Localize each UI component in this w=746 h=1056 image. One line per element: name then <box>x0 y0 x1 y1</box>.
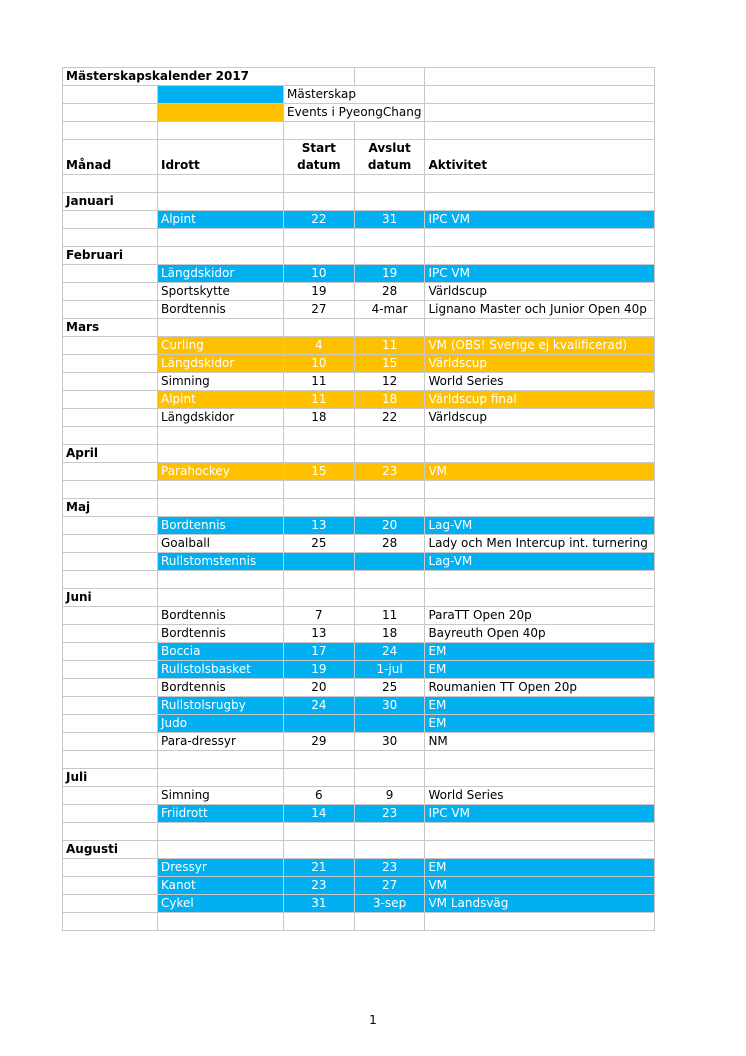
event-end-date: 15 <box>354 355 425 373</box>
empty-cell <box>63 463 158 481</box>
event-start-date: 23 <box>284 877 355 895</box>
event-start-date: 10 <box>284 265 355 283</box>
empty-cell <box>284 427 355 445</box>
event-row <box>63 391 655 409</box>
event-sport: Bordtennis <box>158 607 284 625</box>
empty-cell <box>284 499 355 517</box>
event-activity: Bayreuth Open 40p <box>425 625 655 643</box>
blank-row <box>63 175 655 193</box>
empty-cell <box>63 391 158 409</box>
empty-cell <box>158 175 284 193</box>
event-end-date: 25 <box>354 679 425 697</box>
event-activity: IPC VM <box>425 805 655 823</box>
empty-cell <box>425 427 655 445</box>
event-row <box>63 373 655 391</box>
empty-cell <box>63 211 158 229</box>
event-activity: Lignano Master och Junior Open 40p <box>425 301 655 319</box>
empty-cell <box>284 841 355 859</box>
event-row <box>63 265 655 283</box>
event-start-date: 13 <box>284 517 355 535</box>
month-row <box>63 193 655 211</box>
event-start-date: 24 <box>284 697 355 715</box>
empty-cell <box>63 913 158 931</box>
event-activity: Världscup <box>425 283 655 301</box>
event-row <box>63 895 655 913</box>
event-start-date <box>284 553 355 571</box>
event-sport: Simning <box>158 373 284 391</box>
event-activity: VM (OBS! Sverige ej kvalificerad) <box>425 337 655 355</box>
empty-cell <box>63 301 158 319</box>
empty-cell <box>63 229 158 247</box>
event-activity: Lag-VM <box>425 553 655 571</box>
month-row <box>63 589 655 607</box>
empty-cell <box>425 769 655 787</box>
empty-cell <box>158 445 284 463</box>
empty-cell <box>425 445 655 463</box>
empty-cell <box>354 247 425 265</box>
event-start-date: 11 <box>284 373 355 391</box>
event-activity: Roumanien TT Open 20p <box>425 679 655 697</box>
event-sport: Cykel <box>158 895 284 913</box>
blank-row <box>63 427 655 445</box>
page-number: 1 <box>369 1013 377 1027</box>
event-end-date: 9 <box>354 787 425 805</box>
column-header-start: Start datum <box>284 140 355 175</box>
empty-cell <box>284 319 355 337</box>
column-header-sport: Idrott <box>158 140 284 175</box>
empty-cell <box>63 697 158 715</box>
empty-cell <box>354 481 425 499</box>
event-sport: Dressyr <box>158 859 284 877</box>
event-end-date: 22 <box>354 409 425 427</box>
empty-cell <box>63 823 158 841</box>
empty-cell <box>63 373 158 391</box>
event-sport: Judo <box>158 715 284 733</box>
column-header-activity: Aktivitet <box>425 140 655 175</box>
event-row <box>63 625 655 643</box>
event-end-date: 18 <box>354 391 425 409</box>
legend-label-masterskap: Mästerskap <box>284 86 425 104</box>
event-start-date: 15 <box>284 463 355 481</box>
event-activity: ParaTT Open 20p <box>425 607 655 625</box>
month-row <box>63 247 655 265</box>
empty-cell <box>63 86 158 104</box>
event-start-date: 17 <box>284 643 355 661</box>
event-sport: Parahockey <box>158 463 284 481</box>
event-sport: Bordtennis <box>158 301 284 319</box>
month-label: Juli <box>63 769 158 787</box>
event-row <box>63 859 655 877</box>
event-sport: Simning <box>158 787 284 805</box>
event-end-date: 31 <box>354 211 425 229</box>
event-start-date: 21 <box>284 859 355 877</box>
empty-cell <box>63 751 158 769</box>
event-row <box>63 553 655 571</box>
empty-cell <box>354 499 425 517</box>
empty-cell <box>158 913 284 931</box>
event-activity: EM <box>425 697 655 715</box>
empty-cell <box>63 715 158 733</box>
event-start-date <box>284 715 355 733</box>
event-start-date: 27 <box>284 301 355 319</box>
event-activity: EM <box>425 715 655 733</box>
event-start-date: 25 <box>284 535 355 553</box>
empty-cell <box>63 733 158 751</box>
event-row <box>63 697 655 715</box>
event-end-date: 3-sep <box>354 895 425 913</box>
empty-cell <box>425 481 655 499</box>
event-sport: Boccia <box>158 643 284 661</box>
month-row <box>63 841 655 859</box>
empty-cell <box>158 193 284 211</box>
empty-cell <box>284 769 355 787</box>
event-activity: VM <box>425 877 655 895</box>
event-row <box>63 805 655 823</box>
event-start-date: 10 <box>284 355 355 373</box>
empty-cell <box>354 319 425 337</box>
event-activity: Lady och Men Intercup int. turnering <box>425 535 655 553</box>
event-end-date: 30 <box>354 697 425 715</box>
empty-cell <box>63 895 158 913</box>
event-end-date: 23 <box>354 463 425 481</box>
column-header-end: Avslut datum <box>354 140 425 175</box>
month-label: Maj <box>63 499 158 517</box>
empty-cell <box>158 229 284 247</box>
empty-cell <box>425 913 655 931</box>
event-activity: Världscup final <box>425 391 655 409</box>
empty-cell <box>158 823 284 841</box>
empty-cell <box>354 445 425 463</box>
event-start-date: 4 <box>284 337 355 355</box>
event-end-date: 11 <box>354 607 425 625</box>
month-label: Februari <box>63 247 158 265</box>
event-end-date: 24 <box>354 643 425 661</box>
event-activity: IPC VM <box>425 265 655 283</box>
event-row <box>63 211 655 229</box>
empty-cell <box>63 355 158 373</box>
empty-cell <box>284 247 355 265</box>
empty-cell <box>63 265 158 283</box>
event-activity: Världscup <box>425 409 655 427</box>
event-sport: Alpint <box>158 211 284 229</box>
event-start-date: 19 <box>284 283 355 301</box>
blank-row <box>63 571 655 589</box>
empty-cell <box>158 481 284 499</box>
empty-cell <box>425 823 655 841</box>
empty-cell <box>284 445 355 463</box>
legend-label-pyeongchang: Events i PyeongChang <box>284 104 425 122</box>
empty-cell <box>354 751 425 769</box>
title-row <box>63 68 655 86</box>
event-start-date: 13 <box>284 625 355 643</box>
empty-cell <box>63 553 158 571</box>
empty-cell <box>63 481 158 499</box>
empty-cell <box>425 571 655 589</box>
month-label: Juni <box>63 589 158 607</box>
event-row <box>63 715 655 733</box>
month-row <box>63 499 655 517</box>
event-sport: Längdskidor <box>158 265 284 283</box>
event-end-date: 28 <box>354 535 425 553</box>
event-sport: Para-dressyr <box>158 733 284 751</box>
event-activity: VM Landsväg <box>425 895 655 913</box>
empty-cell <box>63 571 158 589</box>
empty-cell <box>284 913 355 931</box>
event-row <box>63 301 655 319</box>
event-end-date: 27 <box>354 877 425 895</box>
empty-cell <box>158 751 284 769</box>
event-activity: VM <box>425 463 655 481</box>
empty-cell <box>63 877 158 895</box>
empty-cell <box>63 679 158 697</box>
empty-cell <box>354 841 425 859</box>
event-activity: Världscup <box>425 355 655 373</box>
event-activity: NM <box>425 733 655 751</box>
empty-cell <box>63 805 158 823</box>
empty-cell <box>354 175 425 193</box>
calendar-spreadsheet <box>62 67 655 931</box>
legend-swatch-blue <box>158 86 284 104</box>
empty-cell <box>284 823 355 841</box>
event-end-date: 23 <box>354 805 425 823</box>
empty-cell <box>63 517 158 535</box>
legend-row <box>63 86 655 104</box>
empty-cell <box>354 823 425 841</box>
event-start-date: 19 <box>284 661 355 679</box>
event-row <box>63 463 655 481</box>
month-label: Augusti <box>63 841 158 859</box>
event-sport: Längdskidor <box>158 355 284 373</box>
event-start-date: 20 <box>284 679 355 697</box>
empty-cell <box>158 247 284 265</box>
event-sport: Rullstolsrugby <box>158 697 284 715</box>
event-row <box>63 283 655 301</box>
event-activity: World Series <box>425 373 655 391</box>
empty-cell <box>354 571 425 589</box>
event-row <box>63 535 655 553</box>
event-end-date: 11 <box>354 337 425 355</box>
empty-cell <box>158 589 284 607</box>
event-sport: Friidrott <box>158 805 284 823</box>
empty-cell <box>158 427 284 445</box>
empty-cell <box>284 571 355 589</box>
event-row <box>63 787 655 805</box>
empty-cell <box>354 229 425 247</box>
empty-cell <box>425 319 655 337</box>
empty-cell <box>425 68 655 86</box>
blank-row <box>63 751 655 769</box>
event-sport: Curling <box>158 337 284 355</box>
empty-cell <box>284 589 355 607</box>
empty-cell <box>425 589 655 607</box>
empty-cell <box>63 104 158 122</box>
month-row <box>63 319 655 337</box>
empty-cell <box>63 283 158 301</box>
empty-cell <box>425 104 655 122</box>
empty-cell <box>63 175 158 193</box>
event-end-date: 20 <box>354 517 425 535</box>
event-activity: Lag-VM <box>425 517 655 535</box>
event-end-date <box>354 553 425 571</box>
event-end-date: 4-mar <box>354 301 425 319</box>
event-row <box>63 733 655 751</box>
event-activity: IPC VM <box>425 211 655 229</box>
event-end-date: 23 <box>354 859 425 877</box>
event-sport: Bordtennis <box>158 625 284 643</box>
empty-cell <box>158 319 284 337</box>
event-start-date: 31 <box>284 895 355 913</box>
empty-cell <box>158 571 284 589</box>
empty-cell <box>63 337 158 355</box>
event-sport: Alpint <box>158 391 284 409</box>
column-header-month: Månad <box>63 140 158 175</box>
month-label: Januari <box>63 193 158 211</box>
empty-cell <box>425 751 655 769</box>
empty-cell <box>354 68 425 86</box>
empty-cell <box>63 607 158 625</box>
event-sport: Kanot <box>158 877 284 895</box>
legend-row <box>63 104 655 122</box>
month-label: Mars <box>63 319 158 337</box>
event-sport: Längdskidor <box>158 409 284 427</box>
month-label: April <box>63 445 158 463</box>
event-end-date: 12 <box>354 373 425 391</box>
event-row <box>63 877 655 895</box>
empty-cell <box>63 643 158 661</box>
sheet-title: Mästerskapskalender 2017 <box>63 68 355 86</box>
event-start-date: 11 <box>284 391 355 409</box>
empty-cell <box>425 229 655 247</box>
month-row <box>63 445 655 463</box>
event-row <box>63 679 655 697</box>
event-row <box>63 337 655 355</box>
event-row <box>63 643 655 661</box>
empty-cell <box>158 769 284 787</box>
empty-cell <box>284 751 355 769</box>
empty-cell <box>63 625 158 643</box>
event-end-date: 1-jul <box>354 661 425 679</box>
empty-cell <box>284 229 355 247</box>
empty-cell <box>284 481 355 499</box>
empty-cell <box>354 193 425 211</box>
header-row <box>63 140 655 175</box>
empty-cell <box>63 427 158 445</box>
blank-row <box>63 823 655 841</box>
empty-cell <box>284 175 355 193</box>
empty-cell <box>425 193 655 211</box>
empty-cell <box>63 409 158 427</box>
event-sport: Bordtennis <box>158 679 284 697</box>
event-sport: Rullstomstennis <box>158 553 284 571</box>
empty-cell <box>63 859 158 877</box>
event-start-date: 6 <box>284 787 355 805</box>
empty-cell <box>63 535 158 553</box>
blank-row <box>63 913 655 931</box>
event-sport: Goalball <box>158 535 284 553</box>
blank-row <box>63 481 655 499</box>
empty-cell <box>354 913 425 931</box>
event-row <box>63 607 655 625</box>
empty-cell <box>284 193 355 211</box>
event-sport: Sportskytte <box>158 283 284 301</box>
empty-cell <box>425 499 655 517</box>
event-row <box>63 355 655 373</box>
empty-cell <box>158 499 284 517</box>
event-sport: Rullstolsbasket <box>158 661 284 679</box>
event-start-date: 29 <box>284 733 355 751</box>
empty-cell <box>425 175 655 193</box>
event-row <box>63 661 655 679</box>
event-end-date: 28 <box>354 283 425 301</box>
empty-cell <box>63 787 158 805</box>
event-end-date: 18 <box>354 625 425 643</box>
blank-row <box>63 229 655 247</box>
event-sport: Bordtennis <box>158 517 284 535</box>
legend-swatch-orange <box>158 104 284 122</box>
event-activity: EM <box>425 859 655 877</box>
event-start-date: 22 <box>284 211 355 229</box>
event-row <box>63 517 655 535</box>
event-start-date: 18 <box>284 409 355 427</box>
event-end-date: 19 <box>354 265 425 283</box>
event-activity: EM <box>425 643 655 661</box>
empty-cell <box>425 247 655 265</box>
event-start-date: 7 <box>284 607 355 625</box>
event-end-date <box>354 715 425 733</box>
empty-cell <box>158 841 284 859</box>
event-end-date: 30 <box>354 733 425 751</box>
empty-cell <box>63 661 158 679</box>
empty-cell <box>354 427 425 445</box>
empty-cell <box>425 86 655 104</box>
empty-cell <box>354 589 425 607</box>
event-activity: World Series <box>425 787 655 805</box>
month-row <box>63 769 655 787</box>
event-activity: EM <box>425 661 655 679</box>
empty-cell <box>354 769 425 787</box>
event-row <box>63 409 655 427</box>
empty-cell <box>425 841 655 859</box>
event-start-date: 14 <box>284 805 355 823</box>
blank-row <box>63 122 655 140</box>
